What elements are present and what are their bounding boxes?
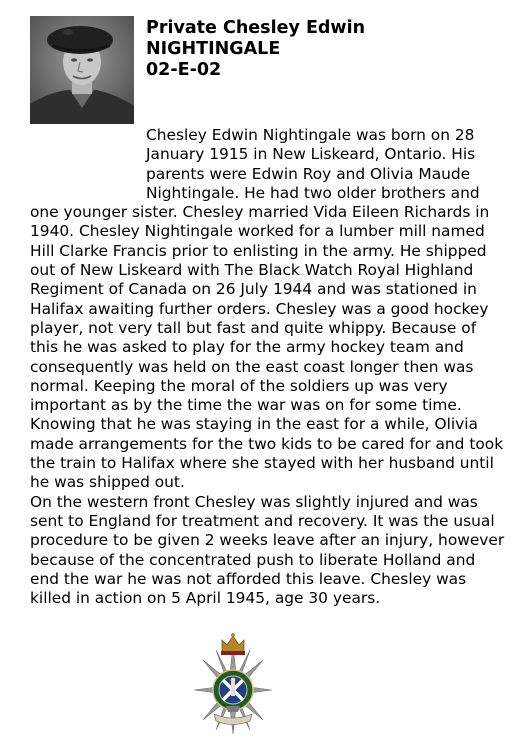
regimental-crest [192,630,274,740]
title-grave-reference: 02-E-02 [146,60,222,80]
biography-paragraph-1: Chesley Edwin Nightingale was born on 28 January 1915 in New Liskeard, Ontario. His parents were Edwin Roy and Olivia Maude Nightingale. He had two older brothers and one younger sister. Chesley married Vida Eileen Richards in 1940. Chesley Nightingale worked for a lumber mill named Hill Clarke Francis prior to enlisting in the army. He shipped out of New Liskeard with The Black Watch Royal Highland Regiment of Canada on 26 July 1944 and was stationed in Halifax awaiting further orders. Chesley was a good hockey player, not very tall but fast and quite whippy. Because of this he was asked to play for the army hockey team and consequently was held on the east coast longer then was normal. Keeping the moral of the soldiers up was very important as by the time the war was on for some time. Knowing that he was staying in the east for a while, Olivia made arrangements for the two kids to be cared for and took the train to Halifax where she stayed with her husband until he was shipped out. [30,126,504,492]
biography-text [30,126,508,608]
page-title [146,18,506,81]
biography-paragraph-2: On the western front Chesley was slightly injured and was sent to England for treatment and recovery. It was the usual procedure to be given 2 weeks leave after an injury, however because of the concentrated push to liberate Holland and end the war he was not afforded this leave. Chesley was killed in action on 5 April 1945, age 30 years. [30,492,505,608]
photo-spacer [30,126,146,184]
soldier-portrait-photo [30,16,134,124]
title-surname: NIGHTINGALE [146,39,281,59]
title-rank-name: Private Chesley Edwin [146,18,366,38]
